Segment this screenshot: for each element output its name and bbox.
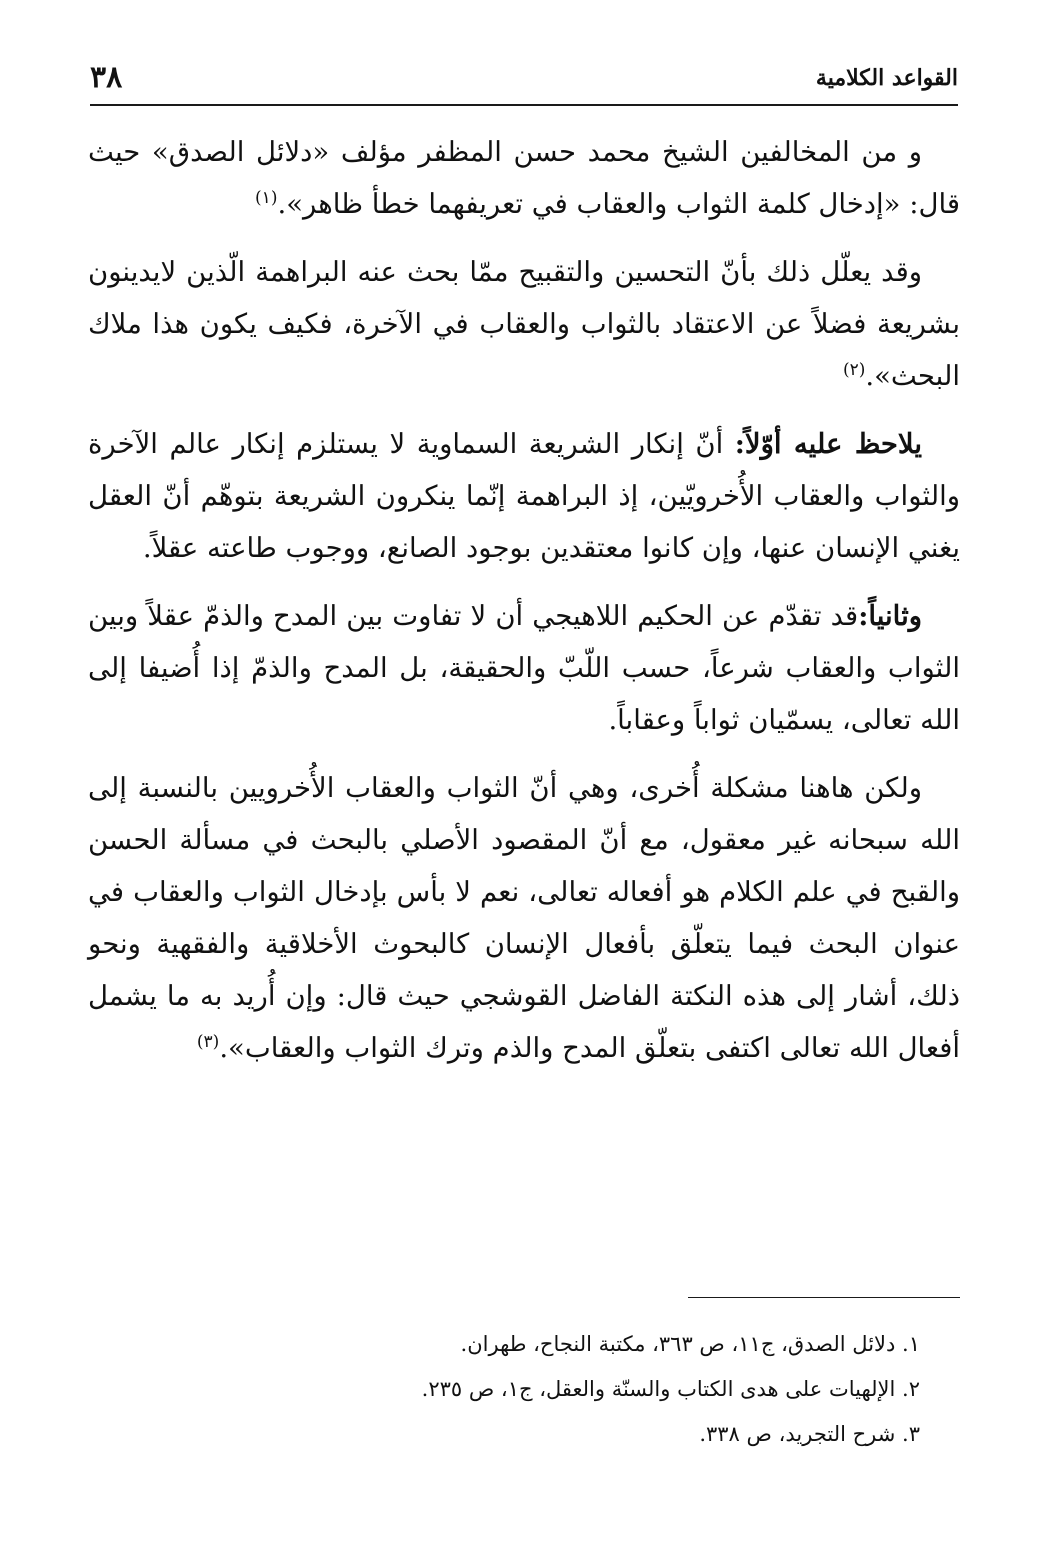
- footnote-ref-2: (٢): [842, 359, 866, 380]
- paragraph-5: [88, 762, 960, 1074]
- paragraph-text: وقد يعلّل ذلك بأنّ التحسين والتقبيح ممّا بحث عنه البراهمة الّذين لايدينون بشريعة فضلاً عن الاعتقاد بالثواب والعقاب في الآخرة، فكيف يكون هذا ملاك البحث».: [88, 256, 960, 392]
- main-text: [88, 126, 960, 1090]
- footnote-ref-3: (٣): [196, 1031, 220, 1052]
- paragraph-3: [88, 418, 960, 574]
- header-rule: [90, 104, 958, 106]
- paragraph-lead: يلاحظ عليه أوّلاً:: [734, 428, 922, 460]
- page-header: [90, 58, 958, 98]
- footnotes: [88, 1322, 960, 1457]
- footnote-ref-1: (١): [255, 187, 278, 208]
- paragraph-text: قد تقدّم عن الحكيم اللاهيجي أن لا تفاوت بين المدح والذمّ عقلاً وبين الثواب والعقاب شرعاً، حسب اللّبّ والحقيقة، بل المدح والذمّ إذا أُضيفا إلى الله تعالى، يسمّيان ثواباً وعقاباً.: [88, 600, 960, 736]
- paragraph-1: [88, 126, 960, 230]
- footnote-1: ١. دلائل الصدق، ج١١، ص ٣٦٣، مكتبة النجاح، طهران.: [460, 1332, 920, 1356]
- footnote-3: ٣. شرح التجريد، ص ٣٣٨.: [699, 1422, 920, 1446]
- paragraph-text: أنّ إنكار الشريعة السماوية لا يستلزم إنكار عالم الآخرة والثواب والعقاب الأُخرويّين، إذ البراهمة إنّما ينكرون الشريعة بتوهّم أنّ العقل يغني الإنسان عنها، وإن كانوا معتقدين بوجود الصانع، ووجوب طاعته عقلاً.: [88, 428, 960, 564]
- paragraph-text: و من المخالفين الشيخ محمد حسن المظفر مؤلف «دلائل الصدق» حيث قال: «إدخال كلمة الثواب والعقاب في تعريفهما خطأ ظاهر».: [88, 136, 960, 220]
- paragraph-4: [88, 590, 960, 746]
- paragraph-2: [88, 246, 960, 402]
- running-title: القواعد الكلامية: [815, 65, 958, 91]
- paragraph-lead: وثانياً:: [858, 600, 922, 632]
- footnote-2: ٢. الإلهيات على هدى الكتاب والسنّة والعقل، ج١، ص ٢٣٥.: [421, 1377, 920, 1401]
- footnote-separator: [688, 1297, 960, 1298]
- paragraph-text: ولكن هاهنا مشكلة أُخرى، وهي أنّ الثواب والعقاب الأُخرويين بالنسبة إلى الله سبحانه غير معقول، مع أنّ المقصود الأصلي بالبحث في مسألة الحسن والقبح في علم الكلام هو أفعاله تعالى، نعم لا بأس بإدخال الثواب والعقاب في عنوان البحث فيما يتعلّق بأفعال الإنسان كالبحوث الأخلاقية والفقهية ونحو ذلك، أشار إلى هذه النكتة الفاضل القوشجي حيث قال: وإن أُريد به ما يشمل أفعال الله تعالى اكتفى بتعلّق المدح والذم وترك الثواب والعقاب».: [88, 772, 960, 1064]
- page-number: ٣٨: [90, 60, 123, 95]
